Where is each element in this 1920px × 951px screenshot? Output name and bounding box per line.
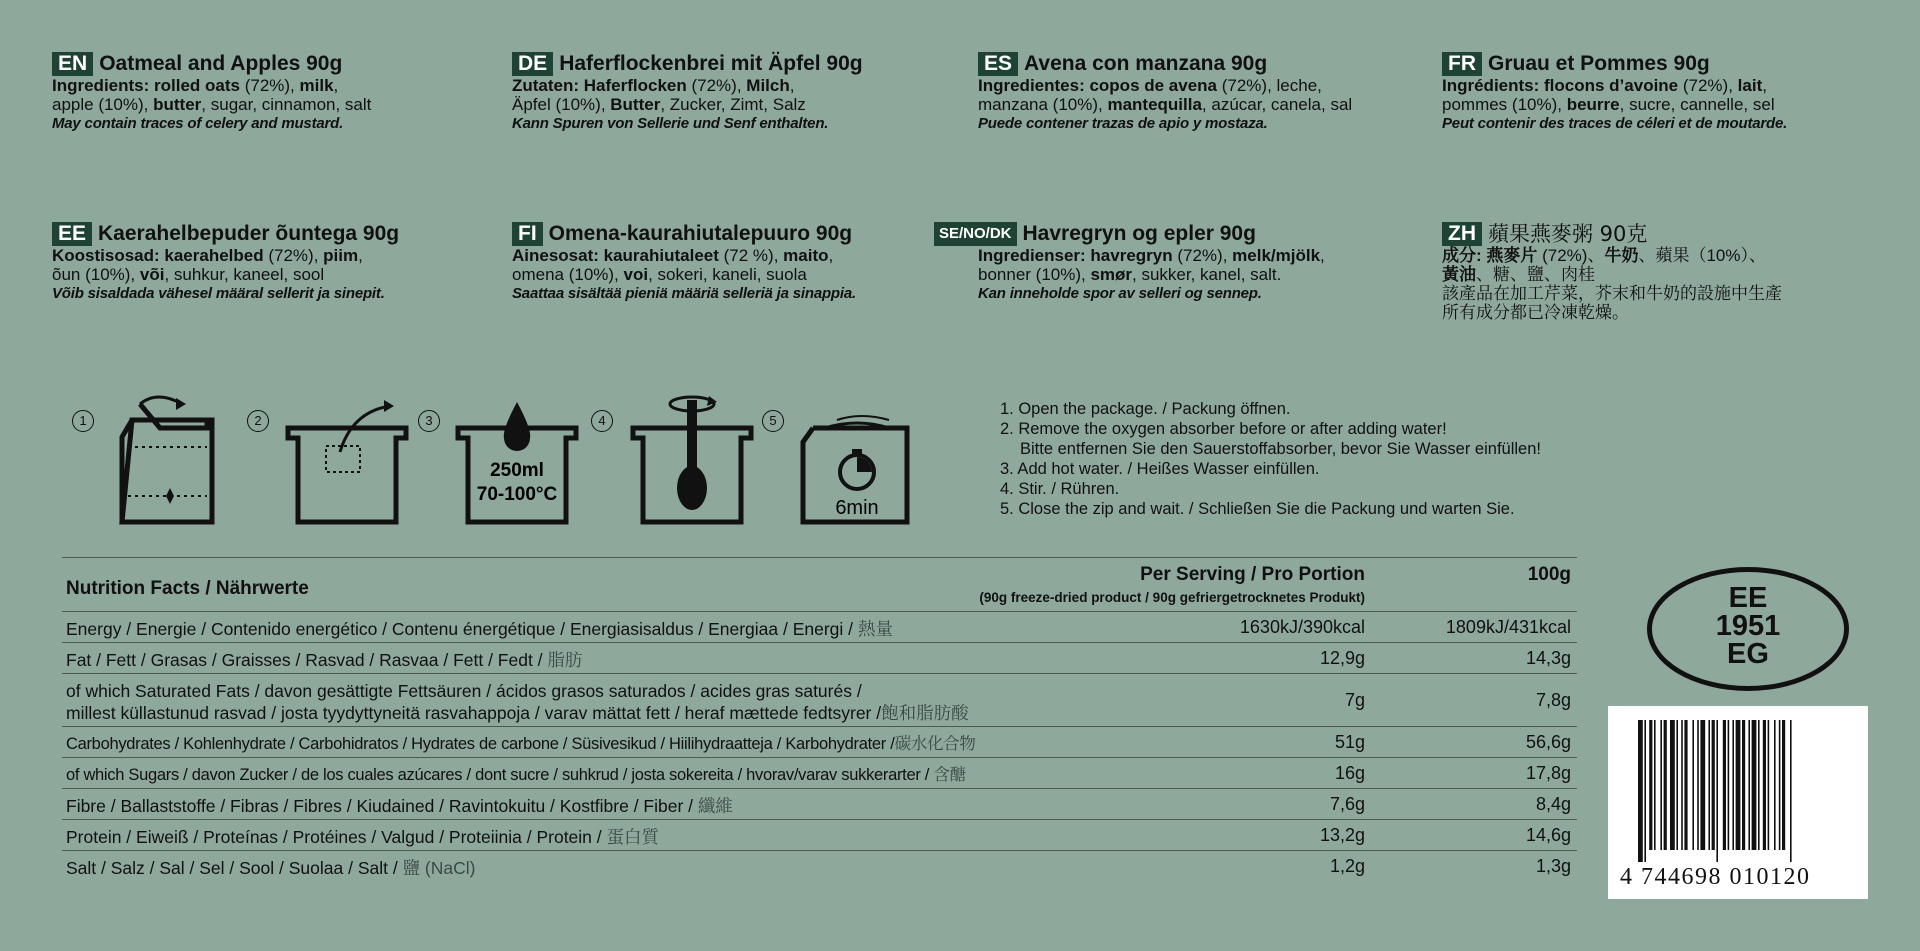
ingredients-line-1: Ingredients: rolled oats (72%), milk, — [52, 76, 339, 95]
barcode-bar — [1708, 720, 1710, 850]
barcode-bar — [1681, 720, 1683, 850]
barcode-bar — [1728, 720, 1730, 850]
lang-code: FR — [1442, 52, 1482, 76]
row-100g-value: 1809kJ/431kcal — [1445, 616, 1571, 637]
barcode-number: 4 744698 010120 — [1620, 864, 1811, 890]
ingredients-line-2: õun (10%), või, suhkur, kaneel, sool — [52, 265, 325, 284]
barcode — [1608, 706, 1868, 899]
row-100g-value: 14,3g — [1525, 647, 1571, 668]
barcode-bar — [1723, 720, 1726, 850]
barcode-bar — [1779, 720, 1781, 850]
table-row-energy — [62, 611, 1577, 642]
per-serving-header — [805, 564, 1371, 605]
per-serving-note: (90g freeze-dried product / 90g gefriergetrocknetes Produkt) — [979, 590, 1365, 605]
row-serving-value: 7g — [1344, 689, 1365, 710]
row-100g-value: 17,8g — [1525, 762, 1571, 783]
row-serving-value: 16g — [1334, 762, 1365, 783]
barcode-bar — [1654, 720, 1656, 850]
preparation-steps — [62, 392, 1002, 532]
product-title: Avena con manzana 90g — [1024, 52, 1268, 75]
allergen-warning: Võib sisaldada vähesel määral sellerit ja sinepit. — [52, 285, 385, 302]
product-title: Oatmeal and Apples 90g — [99, 52, 343, 75]
lang-block-fr — [1442, 52, 1882, 133]
product-title: 蘋果燕麥粥 90克 — [1488, 222, 1648, 246]
step-number-1: 1 — [72, 410, 94, 432]
ingredients-line-1: Koostisosad: kaerahelbed (72%), piim, — [52, 246, 363, 265]
allergen-warning: Kann Spuren von Sellerie und Senf enthalten. — [512, 115, 829, 132]
per-100g-header: 100g — [1527, 564, 1571, 585]
mark-community: EG — [1727, 638, 1769, 670]
mark-number: 1951 — [1715, 610, 1781, 642]
instruction-2-de: Bitte entfernen Sie den Sauerstoffabsorber, bevor Sie Wasser einfüllen! — [1020, 440, 1541, 458]
barcode-bar — [1768, 720, 1770, 850]
barcode-bar — [1649, 720, 1652, 850]
nutrition-header — [62, 557, 1577, 611]
instruction-1: 1. Open the package. / Packung öffnen. — [1000, 400, 1291, 418]
barcode-bars — [1638, 720, 1838, 862]
product-title: Omena-kaurahiutalepuuro 90g — [548, 222, 853, 245]
barcode-bar — [1748, 720, 1750, 850]
table-row-fat — [62, 642, 1577, 673]
lang-code: ES — [978, 52, 1018, 76]
allergen-warning: Kan inneholde spor av selleri og sennep. — [978, 285, 1262, 302]
facility-note: 該產品在加工芹菜，芥末和牛奶的設施中生產 — [1442, 284, 1782, 303]
remove-absorber-icon — [280, 392, 415, 527]
table-row-sugars — [62, 757, 1577, 788]
instruction-5: 5. Close the zip and wait. / Schließen Sie die Packung und warten Sie. — [1000, 500, 1515, 518]
row-label: Carbohydrates / Kohlenhydrate / Carbohidratos / Hydrates de carbone / Süsivesikud / Hiilihydraatteja / Karbohydrater /碳水化合物 — [66, 735, 976, 753]
step-number-2: 2 — [247, 410, 269, 432]
table-row-saturated-fat — [62, 673, 1577, 726]
ingredients-line-1: Ingredientes: copos de avena (72%), leche, — [978, 76, 1322, 95]
lang-block-es — [978, 52, 1418, 133]
barcode-bar — [1763, 720, 1766, 850]
lang-block-zh — [1442, 222, 1882, 322]
lang-block-en — [52, 52, 492, 133]
ingredients-line-1: 成分: 燕麥片 (72%)、牛奶、蘋果（10%）、 — [1442, 246, 1766, 265]
product-title: Haferflockenbrei mit Äpfel 90g — [559, 52, 863, 75]
row-serving-value: 13,2g — [1319, 824, 1365, 845]
row-label: Energy / Energie / Contenido energético / Contenu énergétique / Energiasisaldus / Energiaa / Energi / 熱量 — [66, 619, 893, 639]
allergen-warning: Saattaa sisältää pieniä määriä selleriä ja sinappia. — [512, 285, 856, 302]
row-100g-value: 7,8g — [1535, 689, 1571, 710]
freeze-dried-note: 所有成分都已冷凍乾燥。 — [1442, 303, 1629, 322]
barcode-bar — [1638, 720, 1643, 862]
product-title: Havregryn og epler 90g — [1022, 222, 1256, 245]
add-hot-water-icon — [452, 392, 582, 527]
stir-icon — [627, 392, 757, 527]
step-number-5: 5 — [762, 410, 784, 432]
barcode-bar — [1736, 720, 1741, 850]
allergen-warning: Puede contener trazas de apio y mostaza. — [978, 115, 1268, 132]
eu-establishment-mark — [1647, 567, 1849, 691]
row-serving-value: 1,2g — [1329, 855, 1365, 876]
lang-block-se-no-dk — [934, 222, 1374, 303]
barcode-bar — [1758, 720, 1760, 850]
row-label: Fat / Fett / Grasas / Graisses / Rasvad / Rasvaa / Fett / Fedt / 脂肪 — [66, 650, 583, 670]
row-label: Salt / Salz / Sal / Sel / Sool / Suolaa / Salt / 鹽 (NaCl) — [66, 858, 476, 878]
ingredients-line-2: apple (10%), butter, sugar, cinnamon, salt — [52, 95, 372, 114]
barcode-bar — [1742, 720, 1745, 850]
row-label: Protein / Eiweiß / Proteínas / Protéines / Valgud / Proteiinia / Protein / 蛋白質 — [66, 827, 659, 847]
water-volume: 250ml — [490, 460, 544, 481]
nutrition-facts-table — [62, 557, 1577, 881]
row-100g-value: 1,3g — [1535, 855, 1571, 876]
lang-code: EN — [52, 52, 93, 76]
barcode-bar — [1712, 720, 1715, 850]
per-serving-label: Per Serving / Pro Portion — [1140, 564, 1365, 585]
step-number-4: 4 — [591, 410, 613, 432]
step-number-3: 3 — [418, 410, 440, 432]
table-row-protein — [62, 819, 1577, 850]
row-100g-value: 56,6g — [1525, 731, 1571, 752]
barcode-bar — [1774, 720, 1776, 850]
barcode-bar — [1664, 720, 1667, 850]
ingredients-line-1: Ingredienser: havregryn (72%), melk/mjölk, — [978, 246, 1325, 265]
row-label: Fibre / Ballaststoffe / Fibras / Fibres / Kiudained / Ravintokuitu / Kostfibre / Fiber / 纖維 — [66, 796, 733, 816]
lang-block-ee — [52, 222, 492, 303]
row-100g-value: 14,6g — [1525, 824, 1571, 845]
nutrition-title: Nutrition Facts / Nährwerte — [66, 578, 309, 599]
ingredients-line-1: Ainesosat: kaurahiutaleet (72 %), maito, — [512, 246, 834, 265]
row-serving-value: 1630kJ/390kcal — [1239, 616, 1365, 637]
lang-code: DE — [512, 52, 553, 76]
wait-time: 6min — [835, 497, 879, 519]
lang-code: FI — [512, 222, 543, 246]
row-label: of which Saturated Fats / davon gesättigte Fettsäuren / ácidos grasos saturados / acides gras saturés / millest küllastunud rasvad / josta tyydyttyneitä rasvahappoja / varav mättat fett / heraf mættede fedtsyrer /飽和脂肪酸 — [66, 681, 969, 723]
barcode-bar — [1697, 720, 1699, 850]
ingredients-line-2: omena (10%), voi, sokeri, kaneli, suola — [512, 265, 807, 284]
barcode-bar — [1700, 720, 1705, 850]
barcode-bar — [1684, 720, 1687, 850]
barcode-bar — [1752, 720, 1757, 850]
row-label: of which Sugars / davon Zucker / de los cuales azúcares / dont sucre / suhkrud / josta sokereita / hvorav/varav sukkerarter / 含醣 — [66, 766, 966, 784]
ingredients-line-2: bonner (10%), smør, sukker, kanel, salt. — [978, 265, 1282, 284]
barcode-bar — [1782, 720, 1785, 850]
barcode-bar — [1676, 720, 1678, 850]
row-serving-value: 12,9g — [1319, 647, 1365, 668]
instruction-3: 3. Add hot water. / Heißes Wasser einfüllen. — [1000, 460, 1320, 478]
water-temperature: 70-100°C — [476, 484, 558, 505]
product-title: Kaerahelbepuder õuntega 90g — [98, 222, 400, 245]
ingredients-line-1: Ingrédients: flocons d’avoine (72%), lait, — [1442, 76, 1767, 95]
instruction-4: 4. Stir. / Rühren. — [1000, 480, 1120, 498]
lang-code: ZH — [1442, 222, 1482, 246]
ingredients-line-2: manzana (10%), mantequilla, azúcar, canela, sal — [978, 95, 1353, 114]
table-row-fibre — [62, 788, 1577, 819]
preparation-instructions — [1000, 399, 1541, 519]
lang-block-fi — [512, 222, 952, 303]
row-100g-value: 8,4g — [1535, 793, 1571, 814]
open-package-icon — [112, 392, 237, 527]
barcode-bar — [1660, 720, 1662, 850]
close-and-wait-icon — [797, 392, 922, 527]
allergen-warning: Peut contenir des traces de céleri et de moutarde. — [1442, 115, 1788, 132]
lang-code: SE/NO/DK — [934, 222, 1017, 246]
ingredients-line-2: pommes (10%), beurre, sucre, cannelle, sel — [1442, 95, 1775, 114]
ingredients-line-2: 黃油、糖、鹽、肉桂 — [1442, 265, 1595, 284]
barcode-bar — [1732, 720, 1734, 850]
product-title: Gruau et Pommes 90g — [1488, 52, 1710, 75]
ingredients-line-2: Äpfel (10%), Butter, Zucker, Zimt, Salz — [512, 95, 806, 114]
row-serving-value: 51g — [1334, 731, 1365, 752]
barcode-bar — [1670, 720, 1675, 850]
mark-country: EE — [1728, 582, 1768, 614]
barcode-bar — [1644, 720, 1646, 862]
instruction-2: 2. Remove the oxygen absorber before or after adding water! — [1000, 420, 1447, 438]
barcode-bar — [1790, 720, 1792, 862]
lang-block-de — [512, 52, 952, 133]
table-row-salt — [62, 850, 1577, 881]
allergen-warning: May contain traces of celery and mustard. — [52, 115, 344, 132]
barcode-bar — [1716, 720, 1718, 862]
ingredients-line-1: Zutaten: Haferflocken (72%), Milch, — [512, 76, 795, 95]
table-row-carbohydrates — [62, 726, 1577, 757]
row-serving-value: 7,6g — [1329, 793, 1365, 814]
barcode-bar — [1692, 720, 1694, 850]
lang-code: EE — [52, 222, 92, 246]
